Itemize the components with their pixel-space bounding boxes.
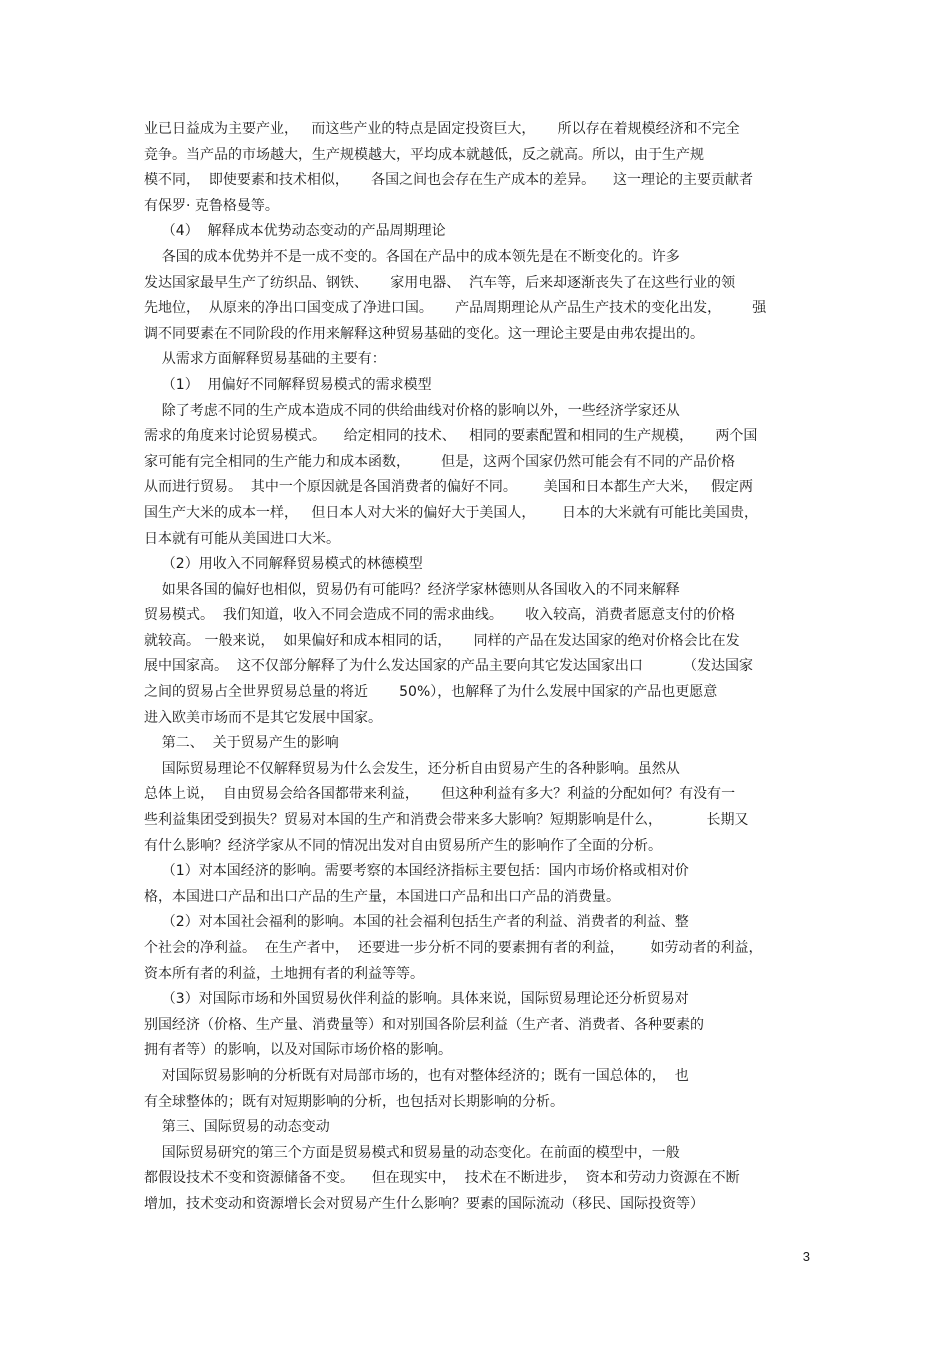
text-line: 国生产大米的成本一样， 但日本人对大米的偏好大于美国人， 日本的大米就有可能比美国贵， xyxy=(144,504,759,521)
text-line: 第三、国际贸易的动态变动 xyxy=(144,1119,330,1136)
text-line: 个社会的净利益。 在生产者中， 还要进一步分析不同的要素拥有者的利益， 如劳动者的利益， xyxy=(144,940,763,956)
text-line: 发达国家最早生产了纺织品、钢铁、 家用电器、 汽车等，后来却逐渐丧失了在这些行业的领 xyxy=(144,274,736,291)
text-line: 业已日益成为主要产业， 而这些产业的特点是固定投资巨大， 所以存在着规模经济和不完全 xyxy=(144,121,740,137)
body-text xyxy=(144,117,810,1218)
text-line: 些利益集团受到损失？贸易对本国的生产和消费会带来多大影响？短期影响是什么， 长期又 xyxy=(144,812,749,829)
text-line: 之间的贸易占全世界贸易总量的将近 50%），也解释了为什么发展中国家的产品也更愿意 xyxy=(144,684,718,701)
text-line: 就较高。 一般来说， 如果偏好和成本相同的话， 同样的产品在发达国家的绝对价格会比在发 xyxy=(144,632,740,649)
text-line: 先地位， 从原来的净出口国变成了净进口国。 产品周期理论从产品生产技术的变化出发， 强 xyxy=(144,300,767,317)
text-line: 家可能有完全相同的生产能力和成本函数， 但是，这两个国家仍然可能会有不同的产品价格 xyxy=(144,453,736,470)
text-line: 增加，技术变动和资源增长会对贸易产生什么影响？要素的国际流动（移民、国际投资等） xyxy=(144,1195,704,1212)
text-line: 展中国家高。 这不仅部分解释了为什么发达国家的产品主要向其它发达国家出口 （发达国家 xyxy=(144,658,753,675)
text-line: （3）对国际市场和外国贸易伙伴利益的影响。具体来说，国际贸易理论还分析贸易对 xyxy=(144,991,689,1008)
text-line: 第二、 关于贸易产生的影响 xyxy=(144,735,339,752)
text-line: 拥有者等）的影响，以及对国际市场价格的影响。 xyxy=(144,1042,452,1059)
text-line: （2）用收入不同解释贸易模式的林德模型 xyxy=(144,556,423,573)
text-line: 对国际贸易影响的分析既有对局部市场的，也有对整体经济的；既有一国总体的， 也 xyxy=(144,1067,689,1084)
text-line: 总体上说， 自由贸易会给各国都带来利益， 但这种利益有多大？利益的分配如何？有没有一 xyxy=(144,786,736,803)
text-line: （1） 用偏好不同解释贸易模式的需求模型 xyxy=(144,376,432,393)
text-line: 都假设技术不变和资源储备不变。 但在现实中， 技术在不断进步， 资本和劳动力资源在不断 xyxy=(144,1170,740,1187)
text-line: 格，本国进口产品和出口产品的生产量，本国进口产品和出口产品的消费量。 xyxy=(144,888,620,905)
text-line: 有什么影响？经济学家从不同的情况出发对自由贸易所产生的影响作了全面的分析。 xyxy=(144,837,662,854)
text-line: （1）对本国经济的影响。需要考察的本国经济指标主要包括：国内市场价格或相对价 xyxy=(144,863,689,880)
text-line: 从需求方面解释贸易基础的主要有： xyxy=(144,351,386,368)
text-line: 国际贸易研究的第三个方面是贸易模式和贸易量的动态变化。在前面的模型中，一般 xyxy=(144,1144,680,1161)
text-line: 除了考虑不同的生产成本造成不同的供给曲线对价格的影响以外，一些经济学家还从 xyxy=(144,402,680,419)
text-line: 各国的成本优势并不是一成不变的。各国在产品中的成本领先是在不断变化的。许多 xyxy=(144,248,680,265)
page-number: 3 xyxy=(802,1249,810,1264)
text-line: 模不同， 即使要素和技术相似， 各国之间也会存在生产成本的差异。 这一理论的主要贡献者 xyxy=(144,172,753,189)
text-line: 国际贸易理论不仅解释贸易为什么会发生，还分析自由贸易产生的各种影响。虽然从 xyxy=(144,760,680,777)
text-line: 如果各国的偏好也相似，贸易仍有可能吗？经济学家林德则从各国收入的不同来解释 xyxy=(144,581,680,598)
text-line: 日本就有可能从美国进口大米。 xyxy=(144,530,340,547)
text-line: （2）对本国社会福利的影响。本国的社会福利包括生产者的利益、消费者的利益、整 xyxy=(144,914,689,931)
text-line: 从而进行贸易。 其中一个原因就是各国消费者的偏好不同。 美国和日本都生产大米， 假定两 xyxy=(144,479,753,496)
text-line: 有全球整体的；既有对短期影响的分析，也包括对长期影响的分析。 xyxy=(144,1093,564,1110)
text-line: （4） 解释成本优势动态变动的产品周期理论 xyxy=(144,223,446,240)
text-line: 贸易模式。 我们知道，收入不同会造成不同的需求曲线。 收入较高，消费者愿意支付的价格 xyxy=(144,607,736,624)
text-line: 调不同要素在不同阶段的作用来解释这种贸易基础的变化。这一理论主要是由弗农提出的。 xyxy=(144,325,704,342)
text-line: 资本所有者的利益，土地拥有者的利益等等。 xyxy=(144,965,424,982)
text-line: 需求的角度来讨论贸易模式。 给定相同的技术、 相同的要素配置和相同的生产规模， 两个国 xyxy=(144,428,758,445)
text-line: 有保罗· 克鲁格曼等。 xyxy=(144,197,279,214)
text-line: 进入欧美市场而不是其它发展中国家。 xyxy=(144,709,382,726)
text-line: 别国经济（价格、生产量、消费量等）和对别国各阶层利益（生产者、消费者、各种要素的 xyxy=(144,1016,704,1033)
text-line: 竞争。当产品的市场越大，生产规模越大，平均成本就越低，反之就高。所以，由于生产规 xyxy=(144,146,704,163)
